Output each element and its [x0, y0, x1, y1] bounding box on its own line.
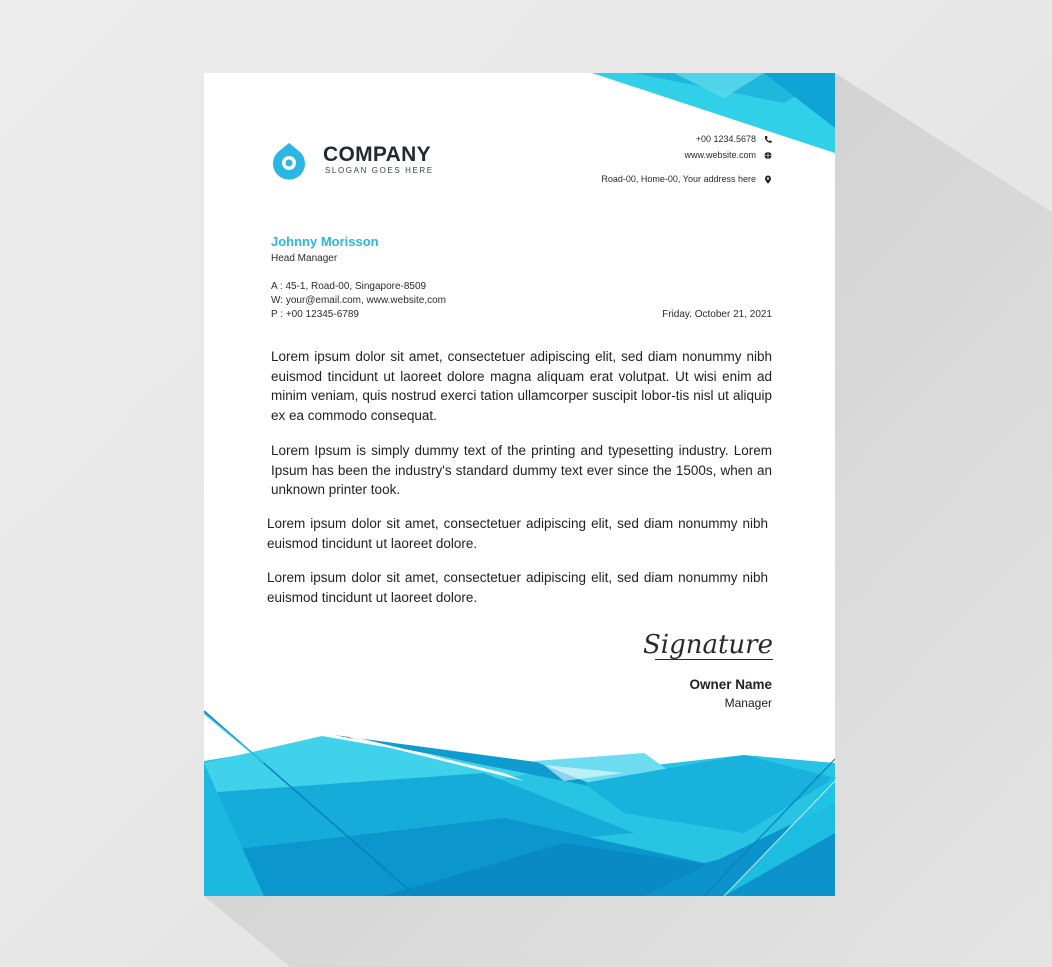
body-paragraph: Lorem ipsum dolor sit amet, consectetuer adipiscing elit, sed diam nonummy nibh euismod tincidunt ut laoreet dolore.: [267, 516, 768, 551]
recipient-name: Johnny Morisson: [271, 234, 379, 249]
recipient-phone: P : +00 12345-6789: [271, 309, 359, 320]
recipient-web: W: your@email.com, www.website,com: [271, 295, 447, 306]
contact-website: [684, 150, 772, 160]
contact-website-text: www.website.com: [684, 150, 756, 160]
body-paragraph: Lorem ipsum dolor sit amet, consectetuer adipiscing elit, sed diam nonummy nibh euismod tincidunt ut laoreet dolore magna aliquam erat volutpat. Ut wisi enim ad minim veniam, quis nostrud exerci tation ullamcorper suscipit lobor-tis nisl ut aliquip ex ea commodo consequat.: [271, 349, 772, 423]
phone-icon: [764, 135, 772, 144]
owner-name: Owner Name: [689, 677, 772, 692]
recipient-address: A : 45-1, Road-00, Singapore-8509: [271, 281, 427, 292]
letter-date: Friday. October 21, 2021: [662, 309, 772, 320]
contact-phone: [696, 134, 772, 144]
signature: Signature: [642, 630, 773, 660]
signature-underline: [655, 659, 773, 660]
globe-icon: [764, 151, 772, 160]
map-pin-icon: [764, 175, 772, 184]
body-paragraph: Lorem Ipsum is simply dummy text of the printing and typesetting industry. Lorem Ipsum has been the industry's standard dummy text ever since the 1500s, when an unknown printer took.: [271, 443, 772, 497]
letterhead-page: [204, 73, 835, 896]
owner-title: Manager: [724, 696, 772, 710]
body-paragraph: Lorem ipsum dolor sit amet, consectetuer adipiscing elit, sed diam nonummy nibh euismod tincidunt ut laoreet dolore.: [267, 570, 768, 605]
contact-address-text: Road-00, Home-00, Your address here: [601, 174, 756, 184]
droplet-logo-icon: [270, 142, 308, 180]
recipient-title: Head Manager: [271, 253, 338, 264]
company-slogan: SLOGAN GOES HERE: [325, 166, 434, 175]
contact-phone-text: +00 1234.5678: [695, 134, 756, 144]
contact-address: [601, 174, 772, 184]
company-name: COMPANY: [323, 143, 431, 166]
